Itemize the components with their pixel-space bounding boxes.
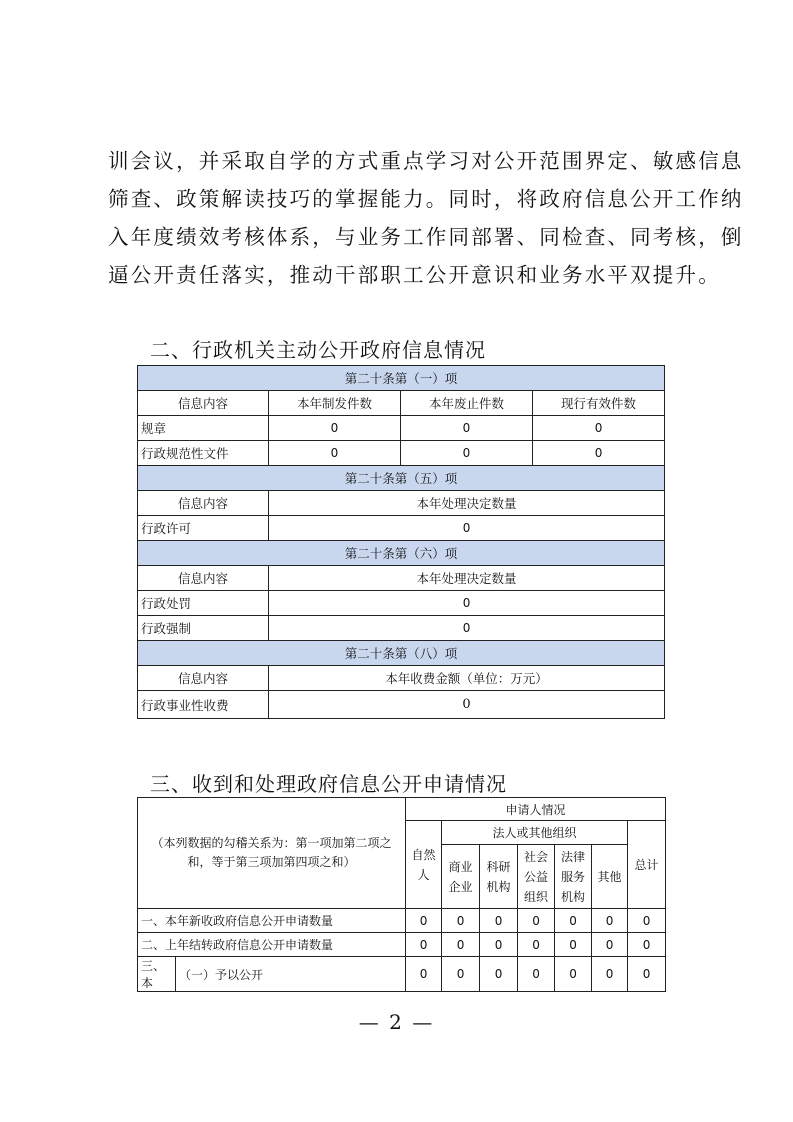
- column-header-social: 社会 公益 组织: [518, 845, 555, 909]
- article-header: 第二十条第（一）项: [138, 366, 665, 391]
- cell-value: 0: [269, 591, 665, 616]
- cell-value: 0: [269, 416, 401, 441]
- column-header: 本年废止件数: [401, 391, 533, 416]
- cell-value: 0: [555, 933, 592, 957]
- row-label-prefix: 三、本: [138, 957, 176, 992]
- column-header-research: 科研 机构: [480, 845, 518, 909]
- column-header: 本年收费金额（单位：万元）: [269, 666, 665, 691]
- cell-value: 0: [628, 933, 666, 957]
- proactive-disclosure-table: [137, 365, 665, 719]
- table-row: [138, 691, 665, 719]
- cell-value: 0: [401, 441, 533, 466]
- column-header-business: 商业 企业: [442, 845, 480, 909]
- applicant-header: 申请人情况: [406, 798, 666, 821]
- table-row: [138, 441, 665, 466]
- cell-value: 0: [518, 933, 555, 957]
- column-header-total: 总计: [628, 821, 666, 909]
- cell-value: 0: [555, 909, 592, 933]
- cell-value: 0: [480, 933, 518, 957]
- relation-note: （本列数据的勾稽关系为：第一项加第二项之和，等于第三项加第四项之和）: [138, 798, 406, 909]
- cell-value: 0: [555, 957, 592, 992]
- column-header: 本年处理决定数量: [269, 491, 665, 516]
- row-label: 行政规范性文件: [138, 441, 269, 466]
- cell-value: 0: [628, 909, 666, 933]
- paragraph-line: 逼公开责任落实，推动干部职工公开意识和业务水平双提升。: [108, 263, 721, 287]
- column-header: 信息内容: [138, 391, 269, 416]
- cell-value: 0: [533, 416, 665, 441]
- cell-value: 0: [406, 933, 442, 957]
- row-label: 规章: [138, 416, 269, 441]
- section2-title: 二、行政机关主动公开政府信息情况: [150, 338, 486, 362]
- table-row: [138, 591, 665, 616]
- cell-value: 0: [269, 691, 665, 719]
- paragraph-line: 训会议，并采取自学的方式重点学习对公开范围界定、敏感信息: [108, 149, 744, 173]
- cell-value: 0: [592, 909, 628, 933]
- row-label: 行政强制: [138, 616, 269, 641]
- row-label: 二、上年结转政府信息公开申请数量: [138, 933, 406, 957]
- cell-value: 0: [269, 516, 665, 541]
- paragraph-line: 筛查、政策解读技巧的掌握能力。同时，将政府信息公开工作纳: [108, 187, 744, 211]
- paragraph-line: 入年度绩效考核体系，与业务工作同部署、同检查、同考核，倒: [108, 225, 744, 249]
- row-label: （一）予以公开: [176, 957, 406, 992]
- column-header-other: 其他: [592, 845, 628, 909]
- row-label: 一、本年新收政府信息公开申请数量: [138, 909, 406, 933]
- column-header: 现行有效件数: [533, 391, 665, 416]
- cell-value: 0: [592, 957, 628, 992]
- column-header-natural: 自然 人: [406, 821, 442, 909]
- column-header: 信息内容: [138, 491, 269, 516]
- cell-value: 0: [592, 933, 628, 957]
- table-row: [138, 616, 665, 641]
- column-header: 信息内容: [138, 566, 269, 591]
- cell-value: 0: [442, 957, 480, 992]
- article-header: 第二十条第（五）项: [138, 466, 665, 491]
- table-row: [138, 957, 666, 992]
- cell-value: 0: [533, 441, 665, 466]
- column-header: 本年处理决定数量: [269, 566, 665, 591]
- cell-value: 0: [401, 416, 533, 441]
- application-table: [137, 797, 666, 992]
- table-row: [138, 909, 666, 933]
- article-header: 第二十条第（八）项: [138, 641, 665, 666]
- row-label: 行政许可: [138, 516, 269, 541]
- table-row: [138, 516, 665, 541]
- cell-value: 0: [406, 909, 442, 933]
- column-header-legal: 法律 服务 机构: [555, 845, 592, 909]
- row-label: 行政处罚: [138, 591, 269, 616]
- legal-entity-header: 法人或其他组织: [442, 821, 628, 845]
- cell-value: 0: [518, 909, 555, 933]
- cell-value: 0: [518, 957, 555, 992]
- article-header: 第二十条第（六）项: [138, 541, 665, 566]
- body-paragraph: [108, 142, 744, 294]
- cell-value: 0: [269, 441, 401, 466]
- cell-value: 0: [628, 957, 666, 992]
- cell-value: 0: [480, 957, 518, 992]
- column-header: 本年制发件数: [269, 391, 401, 416]
- cell-value: 0: [269, 616, 665, 641]
- cell-value: 0: [480, 909, 518, 933]
- cell-value: 0: [442, 909, 480, 933]
- table-row: [138, 416, 665, 441]
- column-header: 信息内容: [138, 666, 269, 691]
- section3-title: 三、收到和处理政府信息公开申请情况: [150, 772, 507, 796]
- table-row: [138, 933, 666, 957]
- row-label: 行政事业性收费: [138, 691, 269, 719]
- cell-value: 0: [442, 933, 480, 957]
- cell-value: 0: [406, 957, 442, 992]
- page-number: — 2 —: [358, 1010, 435, 1034]
